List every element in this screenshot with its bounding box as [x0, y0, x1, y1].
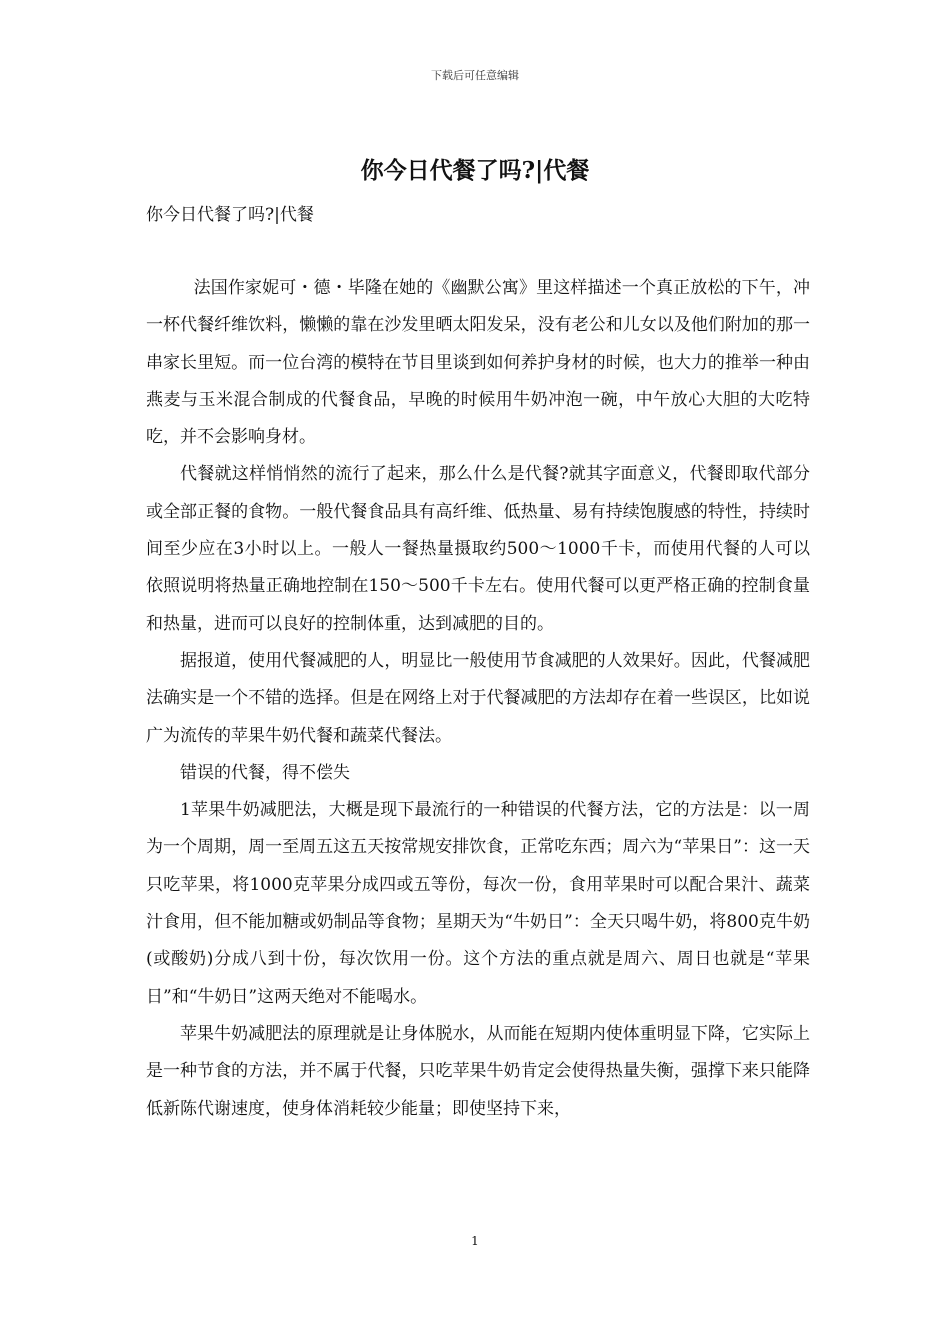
paragraph-apple-milk-method: 1苹果牛奶减肥法，大概是现下最流行的一种错误的代餐方法，它的方法是：以一周为一个周期，周一至周五这五天按常规安排饮食，正常吃东西；周六为“苹果日”：这一天只吃苹果，将1000克苹果分成四或五等份，每次一份，食用苹果时可以配合果汁、蔬菜汁食用，但不能加糖或奶制品等食物；星期天为“牛奶日”：全天只喝牛奶，将800克牛奶(或酸奶)分成八到十份，每次饮用一份。这个方法的重点就是周六、周日也就是“苹果日”和“牛奶日”这两天绝对不能喝水。: [146, 800, 810, 1007]
paragraph-apple-milk-principle: 苹果牛奶减肥法的原理就是让身体脱水，从而能在短期内使体重明显下降，它实际上是一种节食的方法，并不属于代餐，只吃苹果牛奶肯定会使得热量失衡，强撑下来只能降低新陈代谢速度，使身体消耗较少能量；即使坚持下来，: [146, 1023, 810, 1119]
paragraph-report: 据报道，使用代餐减肥的人，明显比一般使用节食减肥的人效果好。因此，代餐减肥法确实是一个不错的选择。但是在网络上对于代餐减肥的方法却存在着一些误区，比如说广为流传的苹果牛奶代餐和蔬菜代餐法。: [146, 650, 810, 746]
paragraph-intro: 法国作家妮可・德・毕隆在她的《幽默公寓》里这样描述一个真正放松的下午，冲一杯代餐纤维饮料，懒懒的靠在沙发里晒太阳发呆，没有老公和儿女以及他们附加的那一串家长里短。而一位台湾的模特在节目里谈到如何养护身材的时候，也大力的推举一种由燕麦与玉米混合制成的代餐食品，早晚的时候用牛奶冲泡一碗，中午放心大胆的大吃特吃，并不会影响身材。: [146, 278, 810, 448]
document-title: 你今日代餐了吗?|代餐: [360, 157, 590, 184]
document-body: [146, 270, 810, 1128]
page-number: 1: [471, 1234, 479, 1248]
header-note: 下载后可任意编辑: [431, 69, 519, 82]
section-heading: 错误的代餐，得不偿失: [180, 762, 350, 783]
paragraph-definition: 代餐就这样悄悄然的流行了起来，那么什么是代餐?就其字面意义，代餐即取代部分或全部正餐的食物。一般代餐食品具有高纤维、低热量、易有持续饱腹感的特性，持续时间至少应在3小时以上。一般人一餐热量摄取约500～1000千卡，而使用代餐的人可以依照说明将热量正确地控制在150～500千卡左右。使用代餐可以更严格正确的控制食量和热量，进而可以良好的控制体重，达到减肥的目的。: [146, 464, 810, 634]
document-subtitle: 你今日代餐了吗?|代餐: [146, 205, 314, 225]
